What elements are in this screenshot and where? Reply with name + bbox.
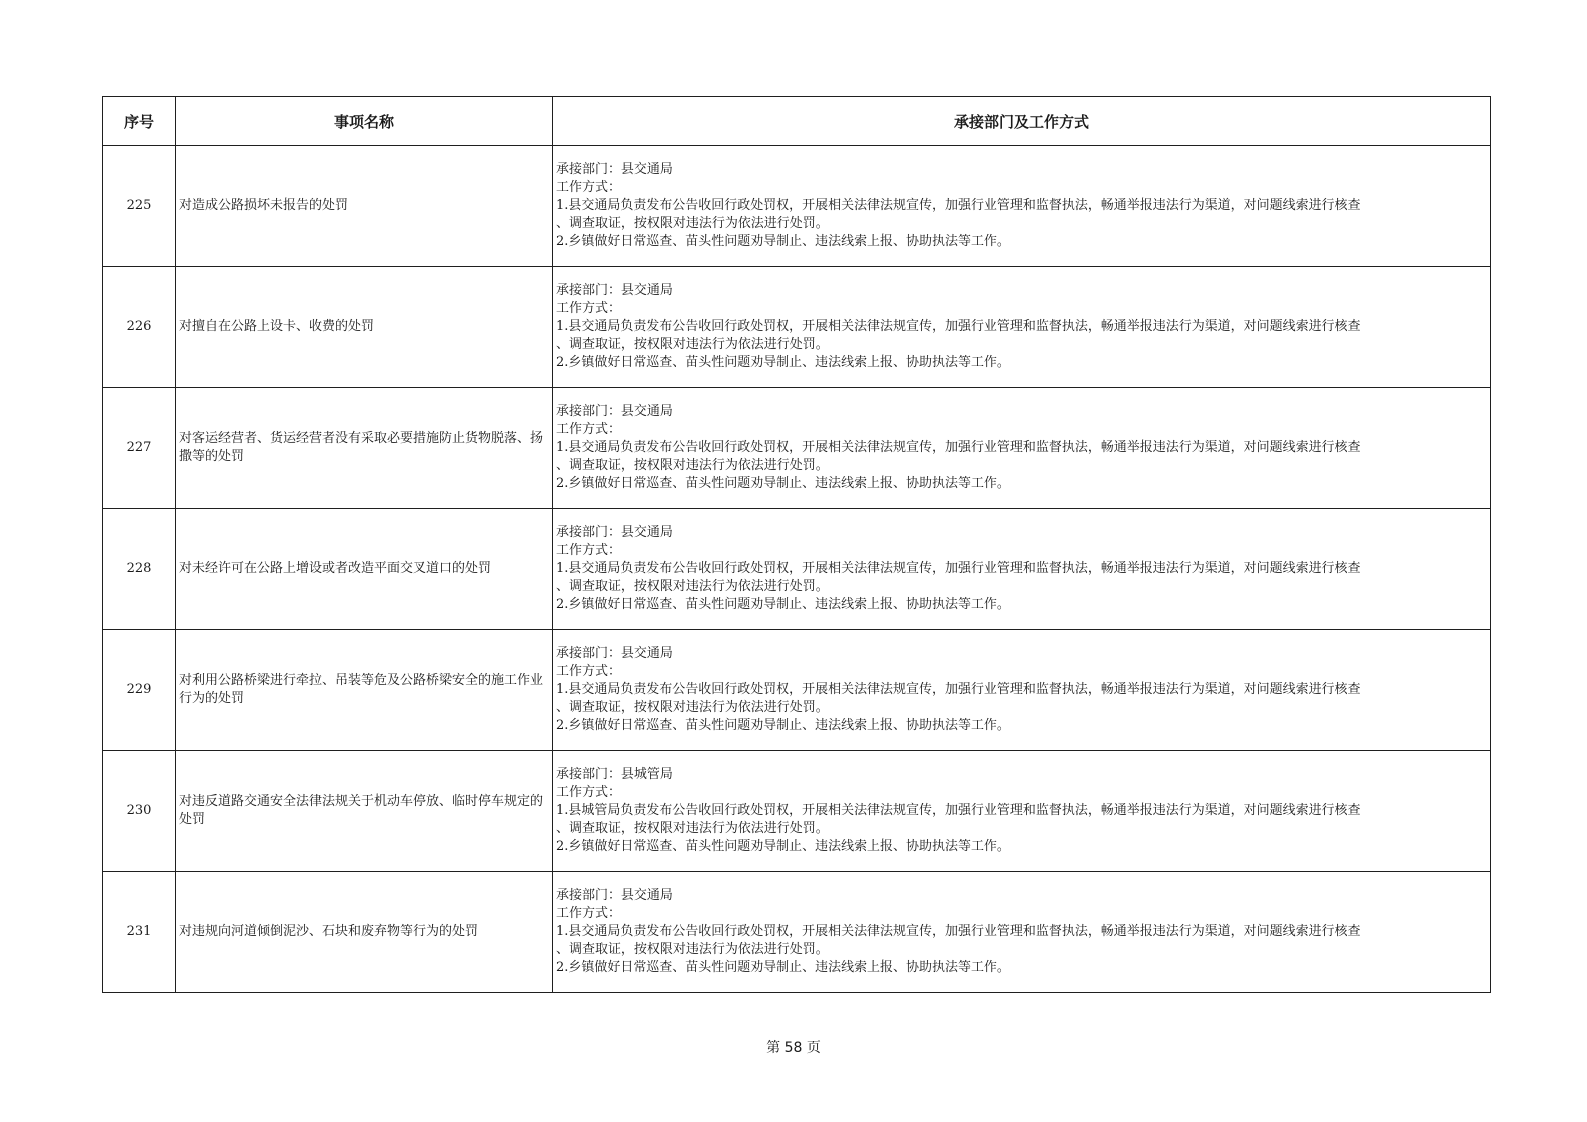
- method-step-1: 1.县交通局负责发布公告收回行政处罚权，开展相关法律法规宣传，加强行业管理和监督执法，畅通举报违法行为渠道，对问题线索进行核查: [556, 682, 1361, 697]
- method-step-1: 1.县交通局负责发布公告收回行政处罚权，开展相关法律法规宣传，加强行业管理和监督执法，畅通举报违法行为渠道，对问题线索进行核查: [556, 924, 1361, 939]
- row-item-name: 对未经许可在公路上增设或者改造平面交叉道口的处罚: [176, 509, 553, 630]
- row-serial-number: 225: [103, 146, 176, 267]
- table-row: [103, 509, 1491, 630]
- row-item-name: 对造成公路损坏未报告的处罚: [176, 146, 553, 267]
- row-department-method: [553, 872, 1491, 993]
- items-table: [102, 96, 1491, 993]
- method-step-2: 2.乡镇做好日常巡查、苗头性问题劝导制止、违法线索上报、协助执法等工作。: [556, 718, 1010, 733]
- department-line: 承接部门：县交通局: [556, 162, 673, 177]
- method-step-1-continued: 、调查取证，按权限对违法行为依法进行处罚。: [556, 700, 829, 715]
- row-serial-number: 228: [103, 509, 176, 630]
- method-step-2: 2.乡镇做好日常巡查、苗头性问题劝导制止、违法线索上报、协助执法等工作。: [556, 960, 1010, 975]
- method-step-1: 1.县交通局负责发布公告收回行政处罚权，开展相关法律法规宣传，加强行业管理和监督执法，畅通举报违法行为渠道，对问题线索进行核查: [556, 198, 1361, 213]
- method-step-1: 1.县城管局负责发布公告收回行政处罚权，开展相关法律法规宣传，加强行业管理和监督执法，畅通举报违法行为渠道，对问题线索进行核查: [556, 803, 1361, 818]
- row-item-name: 对违规向河道倾倒泥沙、石块和废弃物等行为的处罚: [176, 872, 553, 993]
- row-department-method: [553, 267, 1491, 388]
- table-row: [103, 751, 1491, 872]
- row-department-method: [553, 509, 1491, 630]
- row-item-name: 对擅自在公路上设卡、收费的处罚: [176, 267, 553, 388]
- method-step-1: 1.县交通局负责发布公告收回行政处罚权，开展相关法律法规宣传，加强行业管理和监督执法，畅通举报违法行为渠道，对问题线索进行核查: [556, 440, 1361, 455]
- table-row: [103, 146, 1491, 267]
- method-step-2: 2.乡镇做好日常巡查、苗头性问题劝导制止、违法线索上报、协助执法等工作。: [556, 355, 1010, 370]
- row-item-name: 对违反道路交通安全法律法规关于机动车停放、临时停车规定的处罚: [176, 751, 553, 872]
- department-line: 承接部门：县交通局: [556, 888, 673, 903]
- method-step-1-continued: 、调查取证，按权限对违法行为依法进行处罚。: [556, 942, 829, 957]
- department-line: 承接部门：县交通局: [556, 283, 673, 298]
- method-step-2: 2.乡镇做好日常巡查、苗头性问题劝导制止、违法线索上报、协助执法等工作。: [556, 234, 1010, 249]
- method-step-1-continued: 、调查取证，按权限对违法行为依法进行处罚。: [556, 458, 829, 473]
- row-item-name: 对客运经营者、货运经营者没有采取必要措施防止货物脱落、扬撒等的处罚: [176, 388, 553, 509]
- row-department-method: [553, 630, 1491, 751]
- department-line: 承接部门：县交通局: [556, 404, 673, 419]
- method-heading: 工作方式：: [556, 543, 621, 558]
- row-serial-number: 229: [103, 630, 176, 751]
- row-serial-number: 231: [103, 872, 176, 993]
- department-line: 承接部门：县交通局: [556, 646, 673, 661]
- method-heading: 工作方式：: [556, 180, 621, 195]
- header-item-name: 事项名称: [176, 97, 553, 146]
- method-step-2: 2.乡镇做好日常巡查、苗头性问题劝导制止、违法线索上报、协助执法等工作。: [556, 597, 1010, 612]
- table-row: [103, 388, 1491, 509]
- table-row: [103, 872, 1491, 993]
- row-department-method: [553, 146, 1491, 267]
- row-department-method: [553, 388, 1491, 509]
- row-item-name: 对利用公路桥梁进行牵拉、吊装等危及公路桥梁安全的施工作业行为的处罚: [176, 630, 553, 751]
- header-department-and-method: 承接部门及工作方式: [553, 97, 1491, 146]
- method-step-1-continued: 、调查取证，按权限对违法行为依法进行处罚。: [556, 579, 829, 594]
- row-serial-number: 227: [103, 388, 176, 509]
- method-step-2: 2.乡镇做好日常巡查、苗头性问题劝导制止、违法线索上报、协助执法等工作。: [556, 839, 1010, 854]
- method-heading: 工作方式：: [556, 422, 621, 437]
- method-heading: 工作方式：: [556, 664, 621, 679]
- row-serial-number: 230: [103, 751, 176, 872]
- department-line: 承接部门：县城管局: [556, 767, 673, 782]
- method-heading: 工作方式：: [556, 301, 621, 316]
- page-number: 第 58 页: [766, 1040, 821, 1056]
- table-row: [103, 630, 1491, 751]
- method-step-1-continued: 、调查取证，按权限对违法行为依法进行处罚。: [556, 337, 829, 352]
- row-serial-number: 226: [103, 267, 176, 388]
- method-step-2: 2.乡镇做好日常巡查、苗头性问题劝导制止、违法线索上报、协助执法等工作。: [556, 476, 1010, 491]
- row-department-method: [553, 751, 1491, 872]
- method-step-1-continued: 、调查取证，按权限对违法行为依法进行处罚。: [556, 821, 829, 836]
- method-heading: 工作方式：: [556, 785, 621, 800]
- method-heading: 工作方式：: [556, 906, 621, 921]
- header-serial-number: 序号: [103, 97, 176, 146]
- table-header-row: [103, 97, 1491, 146]
- table-row: [103, 267, 1491, 388]
- department-line: 承接部门：县交通局: [556, 525, 673, 540]
- method-step-1-continued: 、调查取证，按权限对违法行为依法进行处罚。: [556, 216, 829, 231]
- method-step-1: 1.县交通局负责发布公告收回行政处罚权，开展相关法律法规宣传，加强行业管理和监督执法，畅通举报违法行为渠道，对问题线索进行核查: [556, 319, 1361, 334]
- method-step-1: 1.县交通局负责发布公告收回行政处罚权，开展相关法律法规宣传，加强行业管理和监督执法，畅通举报违法行为渠道，对问题线索进行核查: [556, 561, 1361, 576]
